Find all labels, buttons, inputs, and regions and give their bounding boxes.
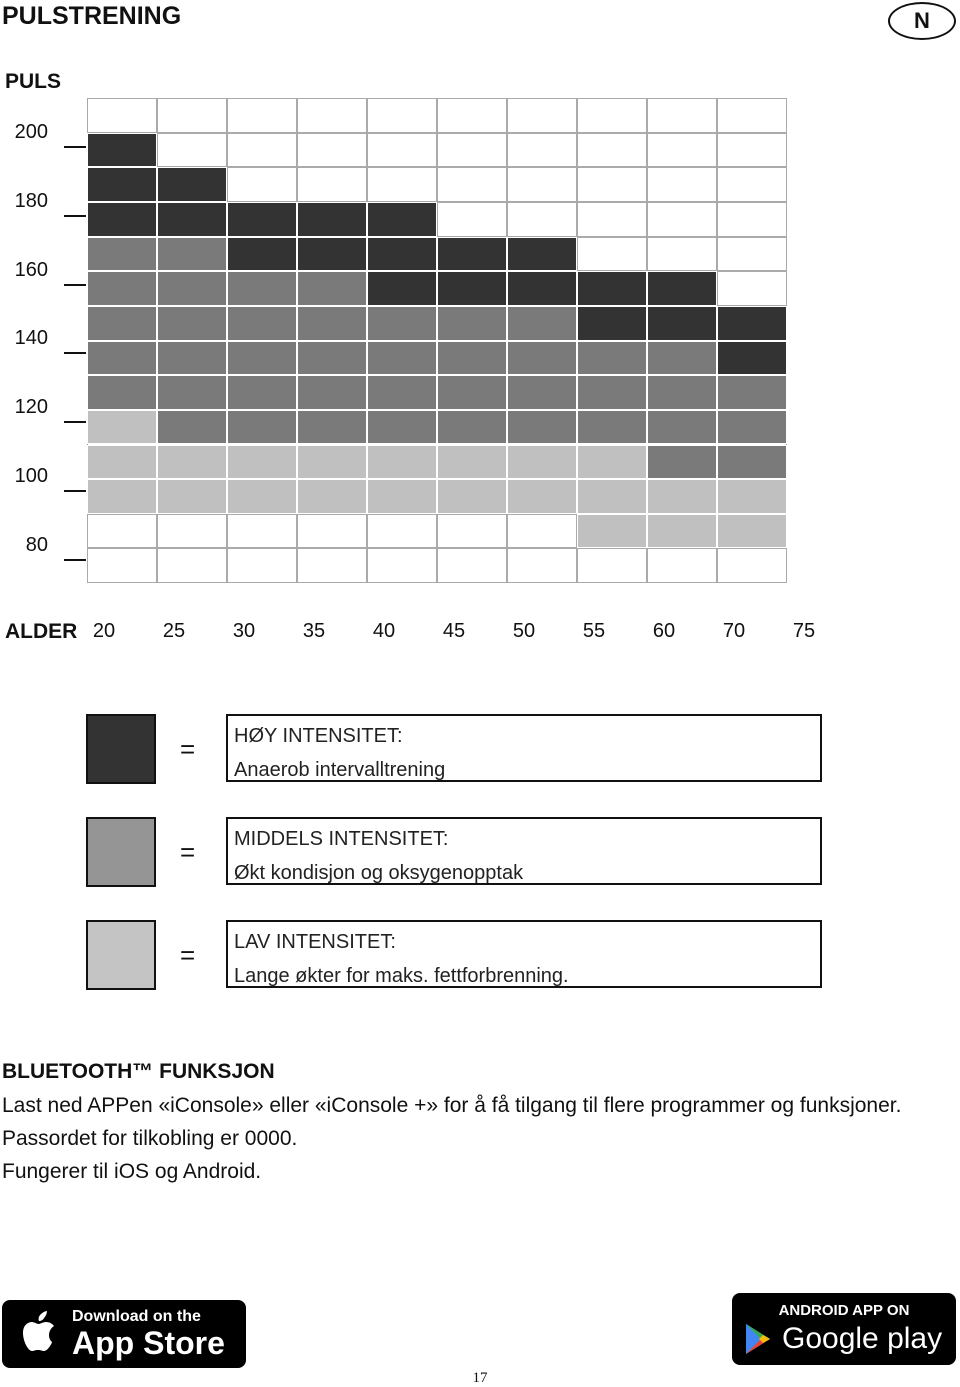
heatmap-cell-low xyxy=(717,514,787,549)
heatmap-cell-none xyxy=(437,514,507,549)
heatmap-cell-none xyxy=(87,514,157,549)
heatmap-cell-high xyxy=(507,271,577,306)
x-tick-label: 75 xyxy=(792,620,816,642)
y-tick-mark xyxy=(64,559,86,561)
heatmap-cell-high xyxy=(577,306,647,341)
y-tick-label: 100 xyxy=(14,465,48,487)
heatmap-cell-none xyxy=(577,202,647,237)
heatmap-cell-low xyxy=(157,445,227,480)
heatmap-cell-none xyxy=(367,133,437,168)
app-store-main-text: App Store xyxy=(72,1325,225,1361)
heatmap-cell-medium xyxy=(157,410,227,445)
heatmap-cell-medium xyxy=(227,341,297,376)
heatmap-cell-high xyxy=(227,237,297,272)
app-store-top-text: Download on the xyxy=(72,1308,201,1325)
heatmap-cell-medium xyxy=(507,341,577,376)
heatmap-cell-low xyxy=(367,479,437,514)
bluetooth-line: Last ned APPen «iConsole» eller «iConsole +» for å få tilgang til flere programmer og funksjoner. xyxy=(2,1094,902,1117)
heatmap-cell-none xyxy=(577,133,647,168)
heatmap-cell-medium xyxy=(297,306,367,341)
heatmap-cell-none xyxy=(437,98,507,133)
y-tick-mark xyxy=(64,215,86,217)
heatmap-cell-medium xyxy=(717,445,787,480)
page-title: PULSTRENING xyxy=(2,2,182,30)
heatmap-cell-none xyxy=(227,548,297,583)
google-play-top-text: ANDROID APP ON xyxy=(778,1301,910,1319)
heatmap-cell-none xyxy=(507,202,577,237)
heatmap-cell-none xyxy=(297,98,367,133)
heatmap-cell-none xyxy=(577,237,647,272)
google-play-badge[interactable] xyxy=(732,1293,956,1365)
heatmap-cell-low xyxy=(577,445,647,480)
heatmap-cell-none xyxy=(87,548,157,583)
heatmap-cell-medium xyxy=(577,341,647,376)
heatmap-cell-low xyxy=(437,445,507,480)
heatmap-cell-none xyxy=(647,133,717,168)
heatmap-cell-low xyxy=(507,479,577,514)
legend-swatch xyxy=(86,714,156,784)
heatmap-cell-medium xyxy=(647,341,717,376)
heatmap-cell-medium xyxy=(227,306,297,341)
app-store-badge[interactable] xyxy=(2,1300,246,1368)
heatmap-cell-medium xyxy=(507,306,577,341)
x-tick-label: 25 xyxy=(162,620,186,642)
heatmap-cell-low xyxy=(647,479,717,514)
x-tick-label: 50 xyxy=(512,620,536,642)
heatmap-cell-none xyxy=(577,98,647,133)
heatmap-cell-none xyxy=(717,133,787,168)
heatmap-cell-none xyxy=(297,548,367,583)
heatmap-cell-high xyxy=(717,341,787,376)
bluetooth-line: Fungerer til iOS og Android. xyxy=(2,1160,262,1183)
heatmap-cell-high xyxy=(507,237,577,272)
legend-description: Økt kondisjon og oksygenopptak xyxy=(234,862,524,884)
heatmap-cell-low xyxy=(87,410,157,445)
y-tick-mark xyxy=(64,284,86,286)
heatmap-cell-high xyxy=(157,202,227,237)
heatmap-cell-medium xyxy=(437,410,507,445)
heatmap-cell-none xyxy=(157,514,227,549)
language-badge: N xyxy=(888,2,956,40)
legend-description: Anaerob intervalltrening xyxy=(234,759,446,781)
heatmap-cell-none xyxy=(717,237,787,272)
heatmap-cell-none xyxy=(577,167,647,202)
heatmap-cell-none xyxy=(437,133,507,168)
heatmap-cell-none xyxy=(507,98,577,133)
heatmap-cell-medium xyxy=(507,410,577,445)
bluetooth-heading: BLUETOOTH™ FUNKSJON xyxy=(2,1060,275,1083)
heatmap-cell-none xyxy=(297,514,367,549)
heatmap-cell-medium xyxy=(87,341,157,376)
heatmap-cell-medium xyxy=(87,271,157,306)
heatmap-cell-high xyxy=(227,202,297,237)
heatmap-cell-medium xyxy=(367,341,437,376)
legend-title: MIDDELS INTENSITET: xyxy=(234,828,449,850)
y-tick-mark xyxy=(64,146,86,148)
legend-description-box xyxy=(226,817,822,885)
heatmap-cell-high xyxy=(367,237,437,272)
heatmap-cell-none xyxy=(157,133,227,168)
legend-equals: = xyxy=(180,734,196,764)
x-tick-label: 70 xyxy=(722,620,746,642)
heatmap-cell-medium xyxy=(87,306,157,341)
legend-description-box xyxy=(226,714,822,782)
heatmap-cell-low xyxy=(507,445,577,480)
heatmap-cell-high xyxy=(647,306,717,341)
heatmap-cell-none xyxy=(717,202,787,237)
heatmap-cell-none xyxy=(717,271,787,306)
y-tick-mark xyxy=(64,352,86,354)
heatmap-cell-none xyxy=(367,514,437,549)
heatmap-cell-low xyxy=(367,445,437,480)
heatmap-cell-medium xyxy=(507,375,577,410)
y-tick-label: 80 xyxy=(25,533,48,556)
heatmap-cell-medium xyxy=(367,306,437,341)
heatmap-cell-medium xyxy=(227,410,297,445)
heatmap-cell-medium xyxy=(157,271,227,306)
heatmap-cell-none xyxy=(87,98,157,133)
heatmap-cell-none xyxy=(577,548,647,583)
legend-swatch xyxy=(86,920,156,990)
heatmap-cell-none xyxy=(297,133,367,168)
google-play-main-text: Google play xyxy=(782,1321,943,1355)
heatmap-cell-none xyxy=(227,98,297,133)
heatmap-cell-medium xyxy=(367,375,437,410)
heatmap-cell-medium xyxy=(157,375,227,410)
legend-description-box xyxy=(226,920,822,988)
heatmap-cell-none xyxy=(717,167,787,202)
heatmap-cell-none xyxy=(647,167,717,202)
legend-equals: = xyxy=(180,940,196,970)
heatmap-cell-none xyxy=(157,98,227,133)
y-axis-label: PULS xyxy=(5,70,62,93)
heatmap-cell-medium xyxy=(717,410,787,445)
heatmap-cell-high xyxy=(87,167,157,202)
heatmap-cell-none xyxy=(367,167,437,202)
heatmap-cell-high xyxy=(297,237,367,272)
heatmap-cell-low xyxy=(297,445,367,480)
heatmap-cell-high xyxy=(367,271,437,306)
x-tick-label: 20 xyxy=(92,620,116,642)
x-tick-label: 55 xyxy=(582,620,606,642)
heatmap-cell-none xyxy=(367,548,437,583)
heatmap-cell-low xyxy=(577,479,647,514)
heatmap-cell-low xyxy=(87,479,157,514)
heatmap-cell-low xyxy=(717,479,787,514)
heatmap-cell-medium xyxy=(367,410,437,445)
heatmap-cell-low xyxy=(87,445,157,480)
heatmap-cell-medium xyxy=(437,341,507,376)
heatmap-cell-high xyxy=(297,202,367,237)
legend-swatch xyxy=(86,817,156,887)
apple-icon xyxy=(16,1306,64,1362)
heatmap-cell-medium xyxy=(647,445,717,480)
heatmap-cell-high xyxy=(157,167,227,202)
heatmap-cell-none xyxy=(437,202,507,237)
heatmap-cell-medium xyxy=(297,271,367,306)
heatmap-cell-none xyxy=(437,167,507,202)
heatmap-cell-medium xyxy=(297,410,367,445)
heatmap-cell-high xyxy=(647,271,717,306)
legend-title: HØY INTENSITET: xyxy=(234,725,403,747)
heatmap-cell-high xyxy=(87,133,157,168)
heatmap-cell-none xyxy=(507,514,577,549)
heatmap-cell-medium xyxy=(647,375,717,410)
heatmap-cell-medium xyxy=(157,237,227,272)
heatmap-cell-high xyxy=(367,202,437,237)
y-tick-label: 120 xyxy=(14,396,48,419)
y-tick-label: 180 xyxy=(14,189,48,212)
x-tick-label: 30 xyxy=(232,620,256,642)
heatmap-cell-none xyxy=(647,98,717,133)
legend-title: LAV INTENSITET: xyxy=(234,931,396,953)
heatmap-cell-none xyxy=(297,167,367,202)
heatmap-cell-low xyxy=(437,479,507,514)
heatmap-cell-medium xyxy=(437,375,507,410)
heatmap-cell-low xyxy=(227,479,297,514)
x-axis-label: ALDER xyxy=(5,620,78,643)
heatmap-cell-medium xyxy=(87,375,157,410)
heatmap-cell-high xyxy=(717,306,787,341)
heatmap-cell-none xyxy=(507,133,577,168)
heatmap-cell-medium xyxy=(297,375,367,410)
heatmap-cell-medium xyxy=(87,237,157,272)
legend-equals: = xyxy=(180,837,196,867)
heatmap-cell-high xyxy=(87,202,157,237)
heatmap-cell-low xyxy=(577,514,647,549)
google-play-icon xyxy=(740,1321,776,1357)
heatmap-cell-none xyxy=(227,133,297,168)
heatmap-cell-low xyxy=(297,479,367,514)
y-tick-label: 160 xyxy=(14,258,48,281)
heatmap-cell-medium xyxy=(227,375,297,410)
x-tick-label: 60 xyxy=(652,620,676,642)
heatmap-cell-medium xyxy=(647,410,717,445)
x-tick-label: 40 xyxy=(372,620,396,642)
heatmap-cell-none xyxy=(717,98,787,133)
heatmap-cell-none xyxy=(227,167,297,202)
heatmap-cell-medium xyxy=(297,341,367,376)
heatmap-cell-high xyxy=(437,271,507,306)
heatmap-cell-none xyxy=(647,548,717,583)
legend-description: Lange økter for maks. fettforbrenning. xyxy=(234,965,569,987)
heatmap-cell-medium xyxy=(437,306,507,341)
heatmap-cell-medium xyxy=(227,271,297,306)
heatmap-cell-medium xyxy=(157,306,227,341)
y-tick-mark xyxy=(64,421,86,423)
heatmap-cell-high xyxy=(577,271,647,306)
heatmap-cell-none xyxy=(507,167,577,202)
heatmap-cell-low xyxy=(227,445,297,480)
y-tick-mark xyxy=(64,490,86,492)
heatmap-cell-medium xyxy=(577,375,647,410)
heatmap-cell-none xyxy=(157,548,227,583)
heatmap-cell-high xyxy=(437,237,507,272)
heatmap-cell-medium xyxy=(717,375,787,410)
x-tick-label: 45 xyxy=(442,620,466,642)
heatmap-cell-none xyxy=(647,237,717,272)
heatmap-cell-none xyxy=(647,202,717,237)
heatmap-cell-none xyxy=(227,514,297,549)
x-tick-label: 35 xyxy=(302,620,326,642)
heatmap-cell-medium xyxy=(577,410,647,445)
y-tick-label: 200 xyxy=(14,121,48,143)
page-number: 17 xyxy=(472,1370,488,1386)
heatmap-cell-none xyxy=(507,548,577,583)
heatmap-cell-low xyxy=(647,514,717,549)
y-tick-label: 140 xyxy=(14,327,48,350)
bluetooth-line: Passordet for tilkobling er 0000. xyxy=(2,1127,298,1150)
heatmap-cell-low xyxy=(157,479,227,514)
heatmap-cell-none xyxy=(717,548,787,583)
heatmap-cell-none xyxy=(367,98,437,133)
heatmap-cell-none xyxy=(437,548,507,583)
heatmap-cell-medium xyxy=(157,341,227,376)
